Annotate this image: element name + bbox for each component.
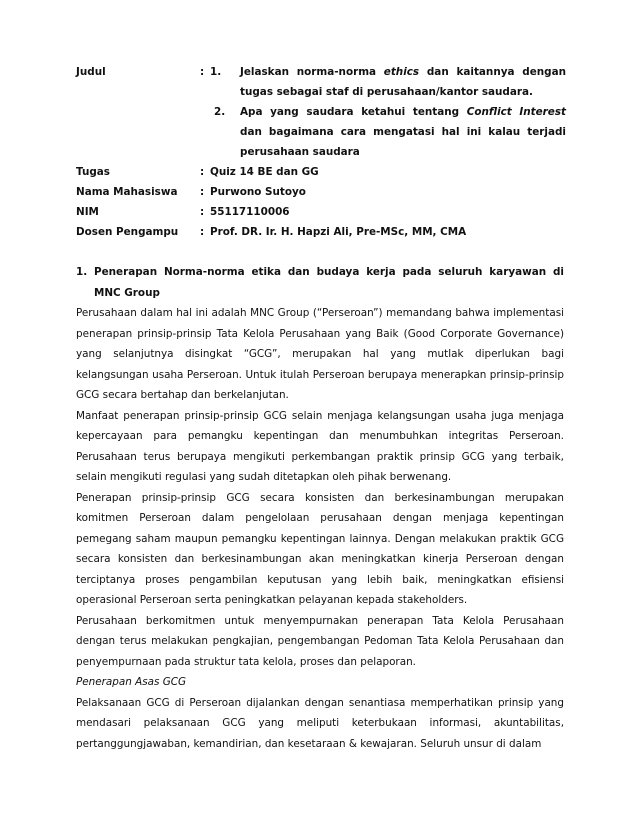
colon: : <box>200 206 205 218</box>
tugas-label: Tugas <box>76 166 110 178</box>
colon: : <box>200 186 205 198</box>
colon: : <box>200 226 205 238</box>
tugas-value: Quiz 14 BE dan GG <box>210 166 319 178</box>
paragraph-3: Penerapan prinsip-prinsip GCG secara konsisten dan berkesinambungan merupakan komitmen Perseroan dalam pengelolaan perusahaan dengan menjaga kepentingan pemegang saham maupun pemangku kepentingan lainnya. Dengan melakukan praktik GCG secara konsisten dan berkesinambungan akan meningkatkan kinerja Perseroan dengan terciptanya proses pengambilan keputusan yang lebih baik, meningkatkan efisiensi operasional Perseroan serta peningkatkan pelayanan kepada stakeholders. <box>76 491 564 606</box>
paragraph-1: Perusahaan dalam hal ini adalah MNC Group (“Perseroan”) memandang bahwa implementasi penerapan prinsip-prinsip Tata Kelola Perusahaan yang Baik (Good Corporate Governance) yang selanjutnya disingkat “GCG”, merupakan hal yang mutlak diperlukan bagi kelangsungan usaha Perseroan. Untuk itulah Perseroan berupaya menerapkan prinsip-prinsip GCG secara bertahap dan berkelanjutan. <box>76 307 564 401</box>
nim-label: NIM <box>76 206 99 218</box>
judul-item-1-text-a: Jelaskan norma-norma <box>240 66 384 78</box>
nama-value: Purwono Sutoyo <box>210 186 306 198</box>
colon: : <box>200 166 205 178</box>
dosen-label: Dosen Pengampu <box>76 226 179 238</box>
dosen-value: Prof. DR. Ir. H. Hapzi Ali, Pre-MSc, MM, CMA <box>210 226 467 238</box>
judul-item-2-text-a: Apa yang saudara ketahui tentang <box>240 106 467 118</box>
nim-row <box>76 202 566 222</box>
judul-item-2-text-b: dan bagaimana cara mengatasi hal ini kalau terjadi perusahaan saudara <box>240 126 566 158</box>
header-block <box>76 62 566 242</box>
paragraph-5: Pelaksanaan GCG di Perseroan dijalankan dengan senantiasa memperhatikan prinsip yang mendasari pelaksanaan GCG yang meliputi keterbukaan informasi, akuntabilitas, pertanggungjawaban, kemandirian, dan kesetaraan & kewajaran. Seluruh unsur di dalam <box>76 696 564 750</box>
dosen-row <box>76 222 566 242</box>
section-1 <box>76 262 564 754</box>
judul-label: Judul <box>76 66 106 78</box>
judul-item-1-text-b: dan kaitannya dengan tugas sebagai staf di perusahaan/kantor saudara. <box>240 66 566 98</box>
paragraph-4: Perusahaan berkomitmen untuk menyempurnakan penerapan Tata Kelola Perusahaan dengan terus melakukan pengkajian, pengembangan Pedoman Tata Kelola Perusahaan dan penyempurnaan pada struktur tata kelola, proses dan pelaporan. <box>76 614 564 668</box>
judul-item-2-text <box>240 102 566 162</box>
section-title: Penerapan Norma-norma etika dan budaya kerja pada seluruh karyawan di MNC Group <box>94 266 564 299</box>
paragraph-2: Manfaat penerapan prinsip-prinsip GCG selain menjaga kelangsungan usaha juga menjaga kepercayaan para pemangku kepentingan dan menumbuhkan integritas Perseroan. Perusahaan terus berupaya mengikuti perkembangan praktik prinsip GCG yang terbaik, selain mengikuti regulasi yang sudah ditetapkan oleh pihak berwenang. <box>76 409 564 483</box>
judul-row <box>76 62 566 162</box>
nama-row <box>76 182 566 202</box>
tugas-row <box>76 162 566 182</box>
judul-item-2 <box>210 102 566 162</box>
section-heading <box>76 262 564 303</box>
judul-item-1-emphasis: ethics <box>383 66 420 78</box>
nim-value: 55117110006 <box>210 206 290 218</box>
judul-item-2-emphasis: Conflict Interest <box>466 106 567 118</box>
judul-value <box>210 62 566 162</box>
section-number: 1. <box>76 266 88 278</box>
judul-item-1-text <box>240 62 566 102</box>
judul-item-1-number: 1. <box>210 66 222 78</box>
subheading: Penerapan Asas GCG <box>76 676 187 688</box>
nama-label: Nama Mahasiswa <box>76 186 178 198</box>
judul-item-1 <box>210 62 566 102</box>
colon: : <box>200 66 205 78</box>
judul-item-2-number: 2. <box>214 106 226 118</box>
